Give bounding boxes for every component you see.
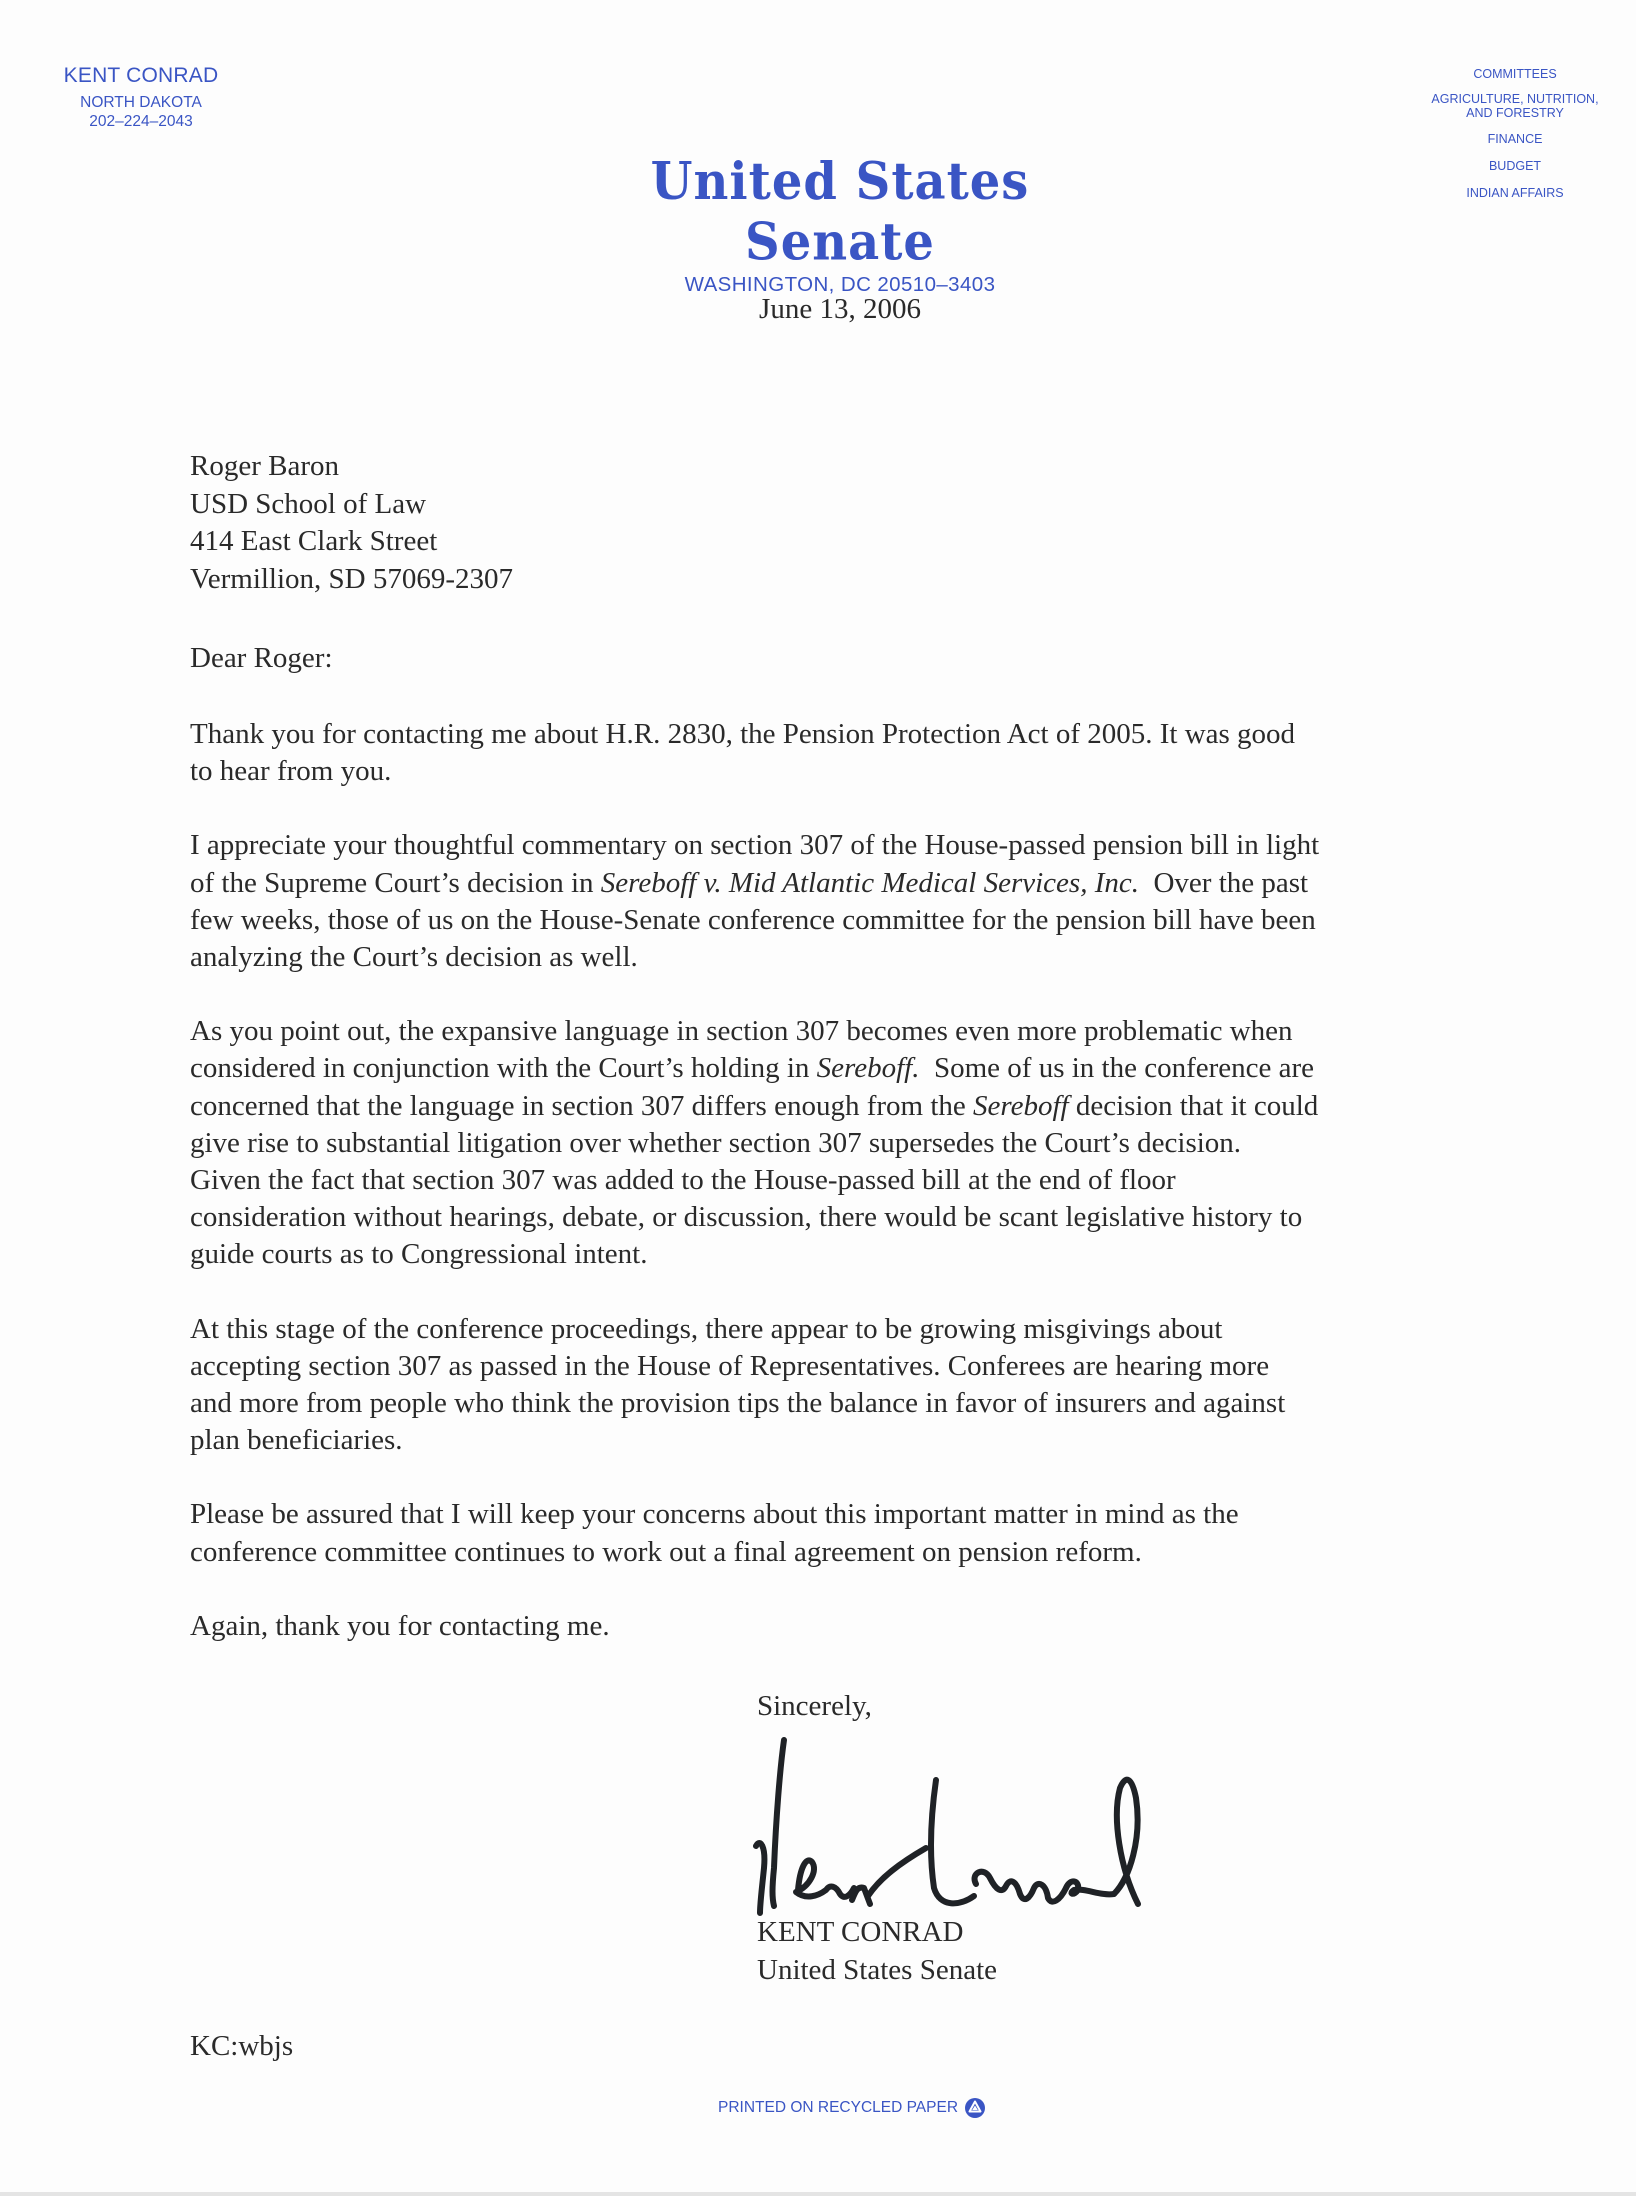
handwritten-signature xyxy=(740,1728,1220,1918)
recipient-city-state-zip: Vermillion, SD 57069-2307 xyxy=(190,562,514,595)
letterhead-phone: 202–224–2043 xyxy=(89,113,193,130)
recycled-notice-text: PRINTED ON RECYCLED PAPER xyxy=(718,2099,959,2116)
body-text-segment: concerned that the language in section 307 differs enough from the xyxy=(190,1089,974,1122)
body-line: Again, thank you for contacting me. xyxy=(190,1609,610,1642)
body-paragraph xyxy=(190,1608,1520,1645)
body-line: As you point out, the expansive language in section 307 becomes even more problematic when xyxy=(190,1015,1293,1048)
body-paragraph xyxy=(190,1013,1520,1273)
page-bottom-edge xyxy=(0,2192,1636,2196)
body-text-segment: Some of us in the conference are xyxy=(919,1052,1315,1085)
body-line: Given the fact that section 307 was added to the House-passed bill at the end of floor xyxy=(190,1164,1176,1197)
body-text-segment: considered in conjunction with the Court’s holding in xyxy=(190,1052,817,1085)
recipient-address-block xyxy=(190,448,513,598)
body-text-segment: Over the past xyxy=(1138,866,1309,899)
committee-item xyxy=(1410,92,1620,120)
body-text-segment: of the Supreme Court’s decision in xyxy=(190,866,601,899)
case-citation: Sereboff. xyxy=(816,1052,920,1085)
letterhead-senator-name: KENT CONRAD xyxy=(63,64,219,87)
body-line: accepting section 307 as passed in the House of Representatives. Conferees are hearing more xyxy=(190,1349,1270,1382)
reference-initials: KC:wbjs xyxy=(190,2030,294,2062)
body-paragraph xyxy=(190,1311,1520,1460)
body-line: few weeks, those of us on the House-Senate conference committee for the pension bill have been xyxy=(190,903,1316,936)
body-paragraph xyxy=(190,716,1520,790)
body-line xyxy=(190,865,1520,902)
committee-item-line: AGRICULTURE, NUTRITION, xyxy=(1431,92,1599,106)
body-line: and more from people who think the provision tips the balance in favor of insurers and against xyxy=(190,1387,1286,1420)
body-line: give rise to substantial litigation over whether section 307 supersedes the Court’s decision. xyxy=(190,1126,1242,1159)
body-line: I appreciate your thoughtful commentary on section 307 of the House-passed pension bill in light xyxy=(190,829,1320,862)
committees-heading: COMMITTEES xyxy=(1473,67,1557,81)
body-line: analyzing the Court’s decision as well. xyxy=(190,941,638,974)
body-text-segment: decision that it could xyxy=(1068,1089,1319,1122)
letterhead-senator-block xyxy=(60,64,222,131)
signer-block xyxy=(757,1914,997,1989)
letterhead-address: WASHINGTON, DC 20510–3403 xyxy=(684,273,996,296)
committee-item: FINANCE xyxy=(1487,132,1543,146)
body-line: At this stage of the conference proceedings, there appear to be growing misgivings about xyxy=(190,1312,1223,1345)
letter-date: June 13, 2006 xyxy=(759,293,921,325)
letterhead-center xyxy=(560,151,1120,297)
body-line: Please be assured that I will keep your concerns about this important matter in mind as the xyxy=(190,1498,1239,1531)
committee-item: INDIAN AFFAIRS xyxy=(1466,186,1564,200)
salutation: Dear Roger: xyxy=(190,642,333,674)
case-citation: Sereboff v. Mid Atlantic Medical Services, Inc. xyxy=(600,866,1139,899)
body-paragraph xyxy=(190,1496,1520,1570)
committee-item: BUDGET xyxy=(1488,159,1542,173)
letter-body xyxy=(190,716,1520,1682)
body-line: to hear from you. xyxy=(190,755,392,788)
letterhead-state: NORTH DAKOTA xyxy=(80,94,202,111)
letterhead-committees xyxy=(1410,67,1620,213)
signer-name: KENT CONRAD xyxy=(757,1916,964,1948)
recipient-name: Roger Baron xyxy=(190,450,339,482)
case-citation: Sereboff xyxy=(973,1089,1069,1122)
recipient-street: 414 East Clark Street xyxy=(190,525,438,557)
body-line: plan beneficiaries. xyxy=(190,1424,403,1457)
body-line xyxy=(190,1050,1520,1087)
body-line: guide courts as to Congressional intent. xyxy=(190,1238,648,1271)
body-line: conference committee continues to work out a final agreement on pension reform. xyxy=(190,1535,1142,1568)
body-line xyxy=(190,1088,1520,1125)
body-line: consideration without hearings, debate, or discussion, there would be scant legislative history to xyxy=(190,1201,1303,1234)
recycled-paper-notice xyxy=(718,2097,986,2119)
recycle-icon xyxy=(964,2097,986,2119)
closing: Sincerely, xyxy=(757,1690,872,1722)
body-paragraph xyxy=(190,827,1520,976)
letterhead-institution: United States Senate xyxy=(650,151,1030,273)
body-line: Thank you for contacting me about H.R. 2830, the Pension Protection Act of 2005. It was good xyxy=(190,718,1296,750)
committee-item-line: AND FORESTRY xyxy=(1466,106,1564,120)
recipient-organization: USD School of Law xyxy=(190,487,427,520)
signer-title: United States Senate xyxy=(757,1953,998,1986)
